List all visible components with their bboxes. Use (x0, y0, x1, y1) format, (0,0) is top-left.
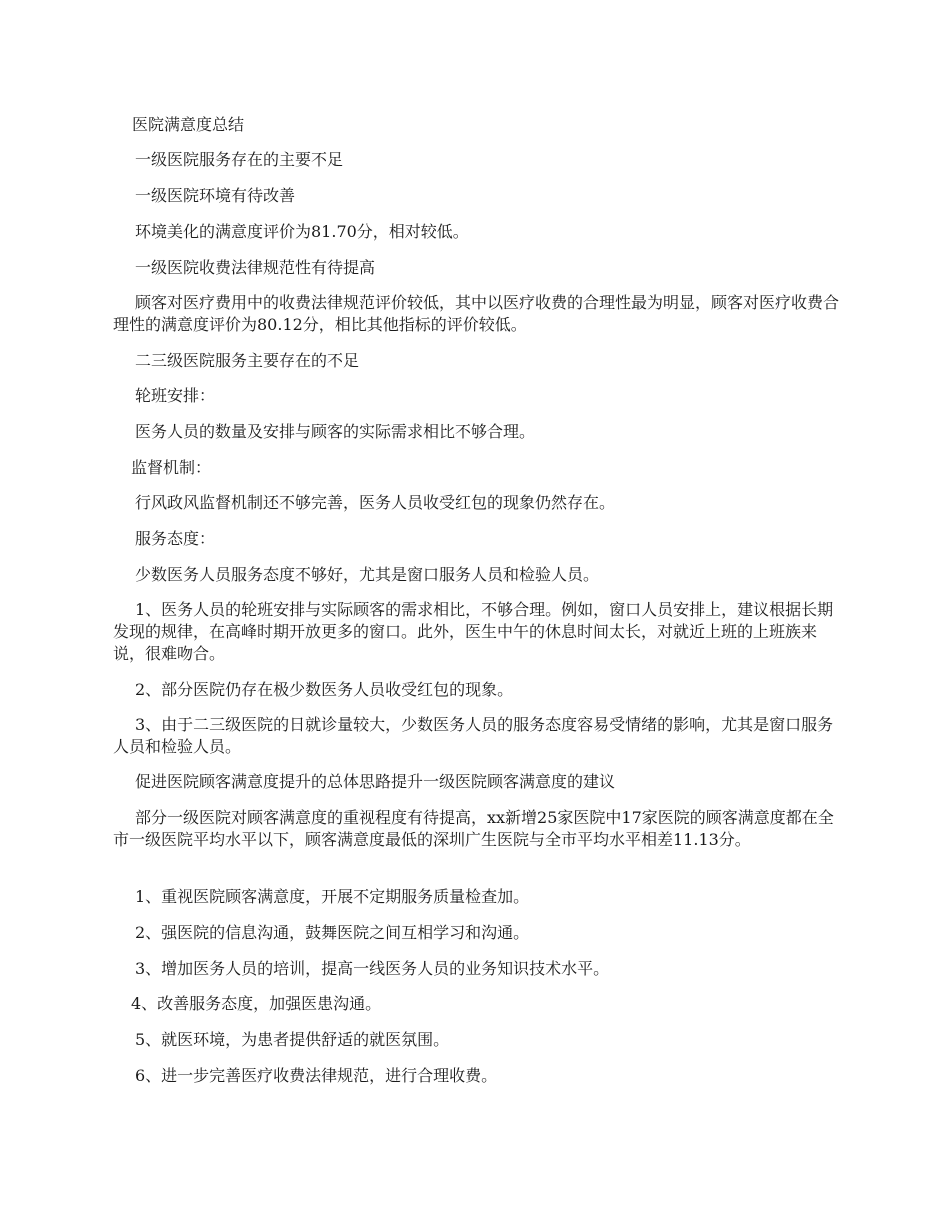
list-item: 2、部分医院仍存在极少数医务人员收受红包的现象。 (135, 680, 514, 699)
body-paragraph: 环境美化的满意度评价为81.70分，相对较低。 (135, 222, 469, 241)
body-paragraph: 医务人员的数量及安排与顾客的实际需求相比不够合理。 (135, 422, 536, 441)
list-item: 4、改善服务态度，加强医患沟通。 (131, 994, 382, 1013)
list-item: 1、重视医院顾客满意度，开展不定期服务质量检查加。 (135, 887, 530, 906)
subsection-heading: 服务态度： (135, 529, 216, 548)
list-item: 1、医务人员的轮班安排与实际顾客的需求相比，不够合理。例如，窗口人员安排上，建议根据长期发现的规律，在高峰时期开放更多的窗口。此外，医生中午的休息时间太长，对就近上班的上班族来说，很难吻合。 (113, 600, 834, 663)
document-title: 医院满意度总结 (132, 115, 245, 134)
subsection-heading: 监督机制： (131, 458, 212, 477)
body-paragraph: 行风政风监督机制还不够完善，医务人员收受红包的现象仍然存在。 (135, 493, 616, 512)
body-paragraph: 部分一级医院对顾客满意度的重视程度有待提高，xx新增25家医院中17家医院的顾客满意度都在全市一级医院平均水平以下，顾客满意度最低的深圳广生医院与全市平均水平相差11.13分。 (113, 808, 834, 849)
list-item: 3、增加医务人员的培训，提高一线医务人员的业务知识技术水平。 (135, 959, 610, 978)
list-item: 6、进一步完善医疗收费法律规范，进行合理收费。 (135, 1066, 498, 1085)
list-item: 5、就医环境，为患者提供舒适的就医氛围。 (135, 1030, 450, 1049)
list-item: 2、强医院的信息沟通，鼓舞医院之间互相学习和沟通。 (135, 923, 530, 942)
section-heading: 促进医院顾客满意度提升的总体思路提升一级医院顾客满意度的建议 (135, 772, 616, 791)
section-heading: 一级医院服务存在的主要不足 (135, 150, 344, 169)
body-paragraph: 少数医务人员服务态度不够好，尤其是窗口服务人员和检验人员。 (135, 565, 600, 584)
section-heading: 二三级医院服务主要存在的不足 (135, 351, 360, 370)
subsection-heading: 轮班安排： (135, 386, 216, 405)
subsection-heading: 一级医院环境有待改善 (135, 186, 296, 205)
subsection-heading: 一级医院收费法律规范性有待提高 (135, 258, 376, 277)
list-item: 3、由于二三级医院的日就诊量较大，少数医务人员的服务态度容易受情绪的影响，尤其是窗口服务人员和检验人员。 (113, 715, 834, 756)
body-paragraph: 顾客对医疗费用中的收费法律规范评价较低，其中以医疗收费的合理性最为明显，顾客对医疗收费合理性的满意度评价为80.12分，相比其他指标的评价较低。 (113, 293, 840, 334)
